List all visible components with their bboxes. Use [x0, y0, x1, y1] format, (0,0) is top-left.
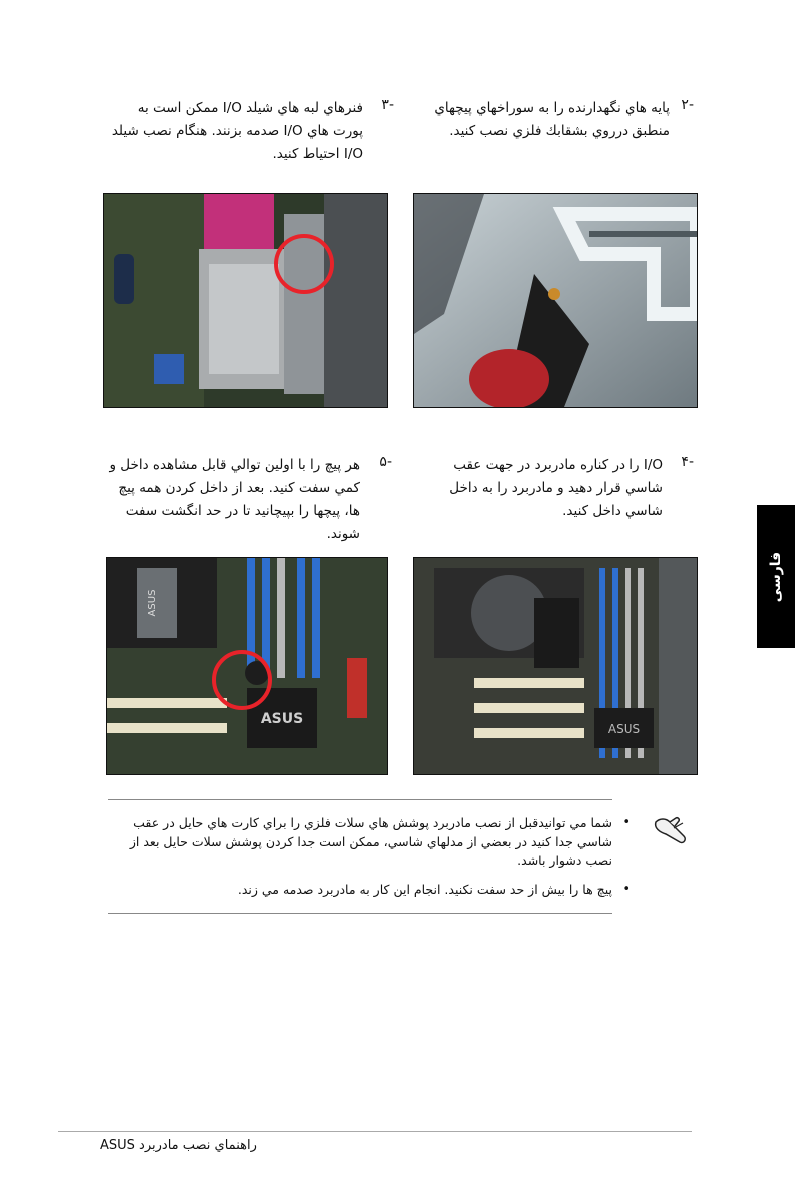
photo-standoff-install [413, 193, 698, 408]
photo-screws [106, 557, 388, 775]
footer-text: راهنماي نصب مادربرد ASUS [100, 1138, 257, 1153]
note-hand-icon [650, 808, 694, 852]
step-text: پايه هاي نگهدارنده را به سوراخهاي پيچهاي منطبق درروي بشقابك فلزي نصب كنيد. [434, 100, 670, 139]
step-text: فنرهاي لبه هاي شيلد I/O ممكن است به پورت هاي I/O صدمه بزنند. هنگام نصب شيلد I/O احتياط كنيد. [111, 100, 363, 162]
note-item [124, 880, 630, 899]
photo-motherboard-in-case [413, 557, 698, 775]
step-number: -۴ [681, 454, 694, 470]
chipset-logo-text: ASUS [260, 711, 304, 727]
board-logo-text: ASUS [607, 722, 641, 736]
step-number: -٣ [381, 97, 394, 113]
step-text: I/O را در كناره مادربرد در جهت عقب شاسي قرار دهيد و مادربرد را به داخل شاسي داخل كنيد. [449, 457, 663, 519]
case-logo-text: ASUS [147, 589, 158, 617]
footer-divider [58, 1131, 692, 1132]
bullet: • [622, 815, 630, 830]
photo-io-shield [103, 193, 388, 408]
note-text: شما مي توانيدقبل از نصب مادربرد پوشش هاي سلات فلزي را براي كارت هاي حايل در عقب شاسي جدا كنيد در بعضي از مدلهاي شاسي، ممكن است جدا كردن پوشش سلات حايل بعد از نصب دشوار باشد. [129, 815, 612, 868]
step-text: هر پيچ را با اولين توالي قابل مشاهده داخل و كمي سفت كنيد. بعد از داخل كردن همه پيچ ها، پيچها را بپيچانيد تا در حد انگشت سفت شوند. [109, 457, 360, 542]
step-number: -٢ [681, 97, 694, 113]
bullet: • [622, 882, 630, 897]
note-text: پيچ ها را بيش از حد سفت نكنيد. انجام اين كار به مادربرد صدمه مي زند. [237, 882, 612, 897]
language-side-tab [757, 505, 795, 648]
side-tab-label: فارسی [768, 551, 784, 602]
step-number: -۵ [379, 454, 392, 470]
note-box [108, 799, 630, 914]
note-item [124, 813, 630, 870]
